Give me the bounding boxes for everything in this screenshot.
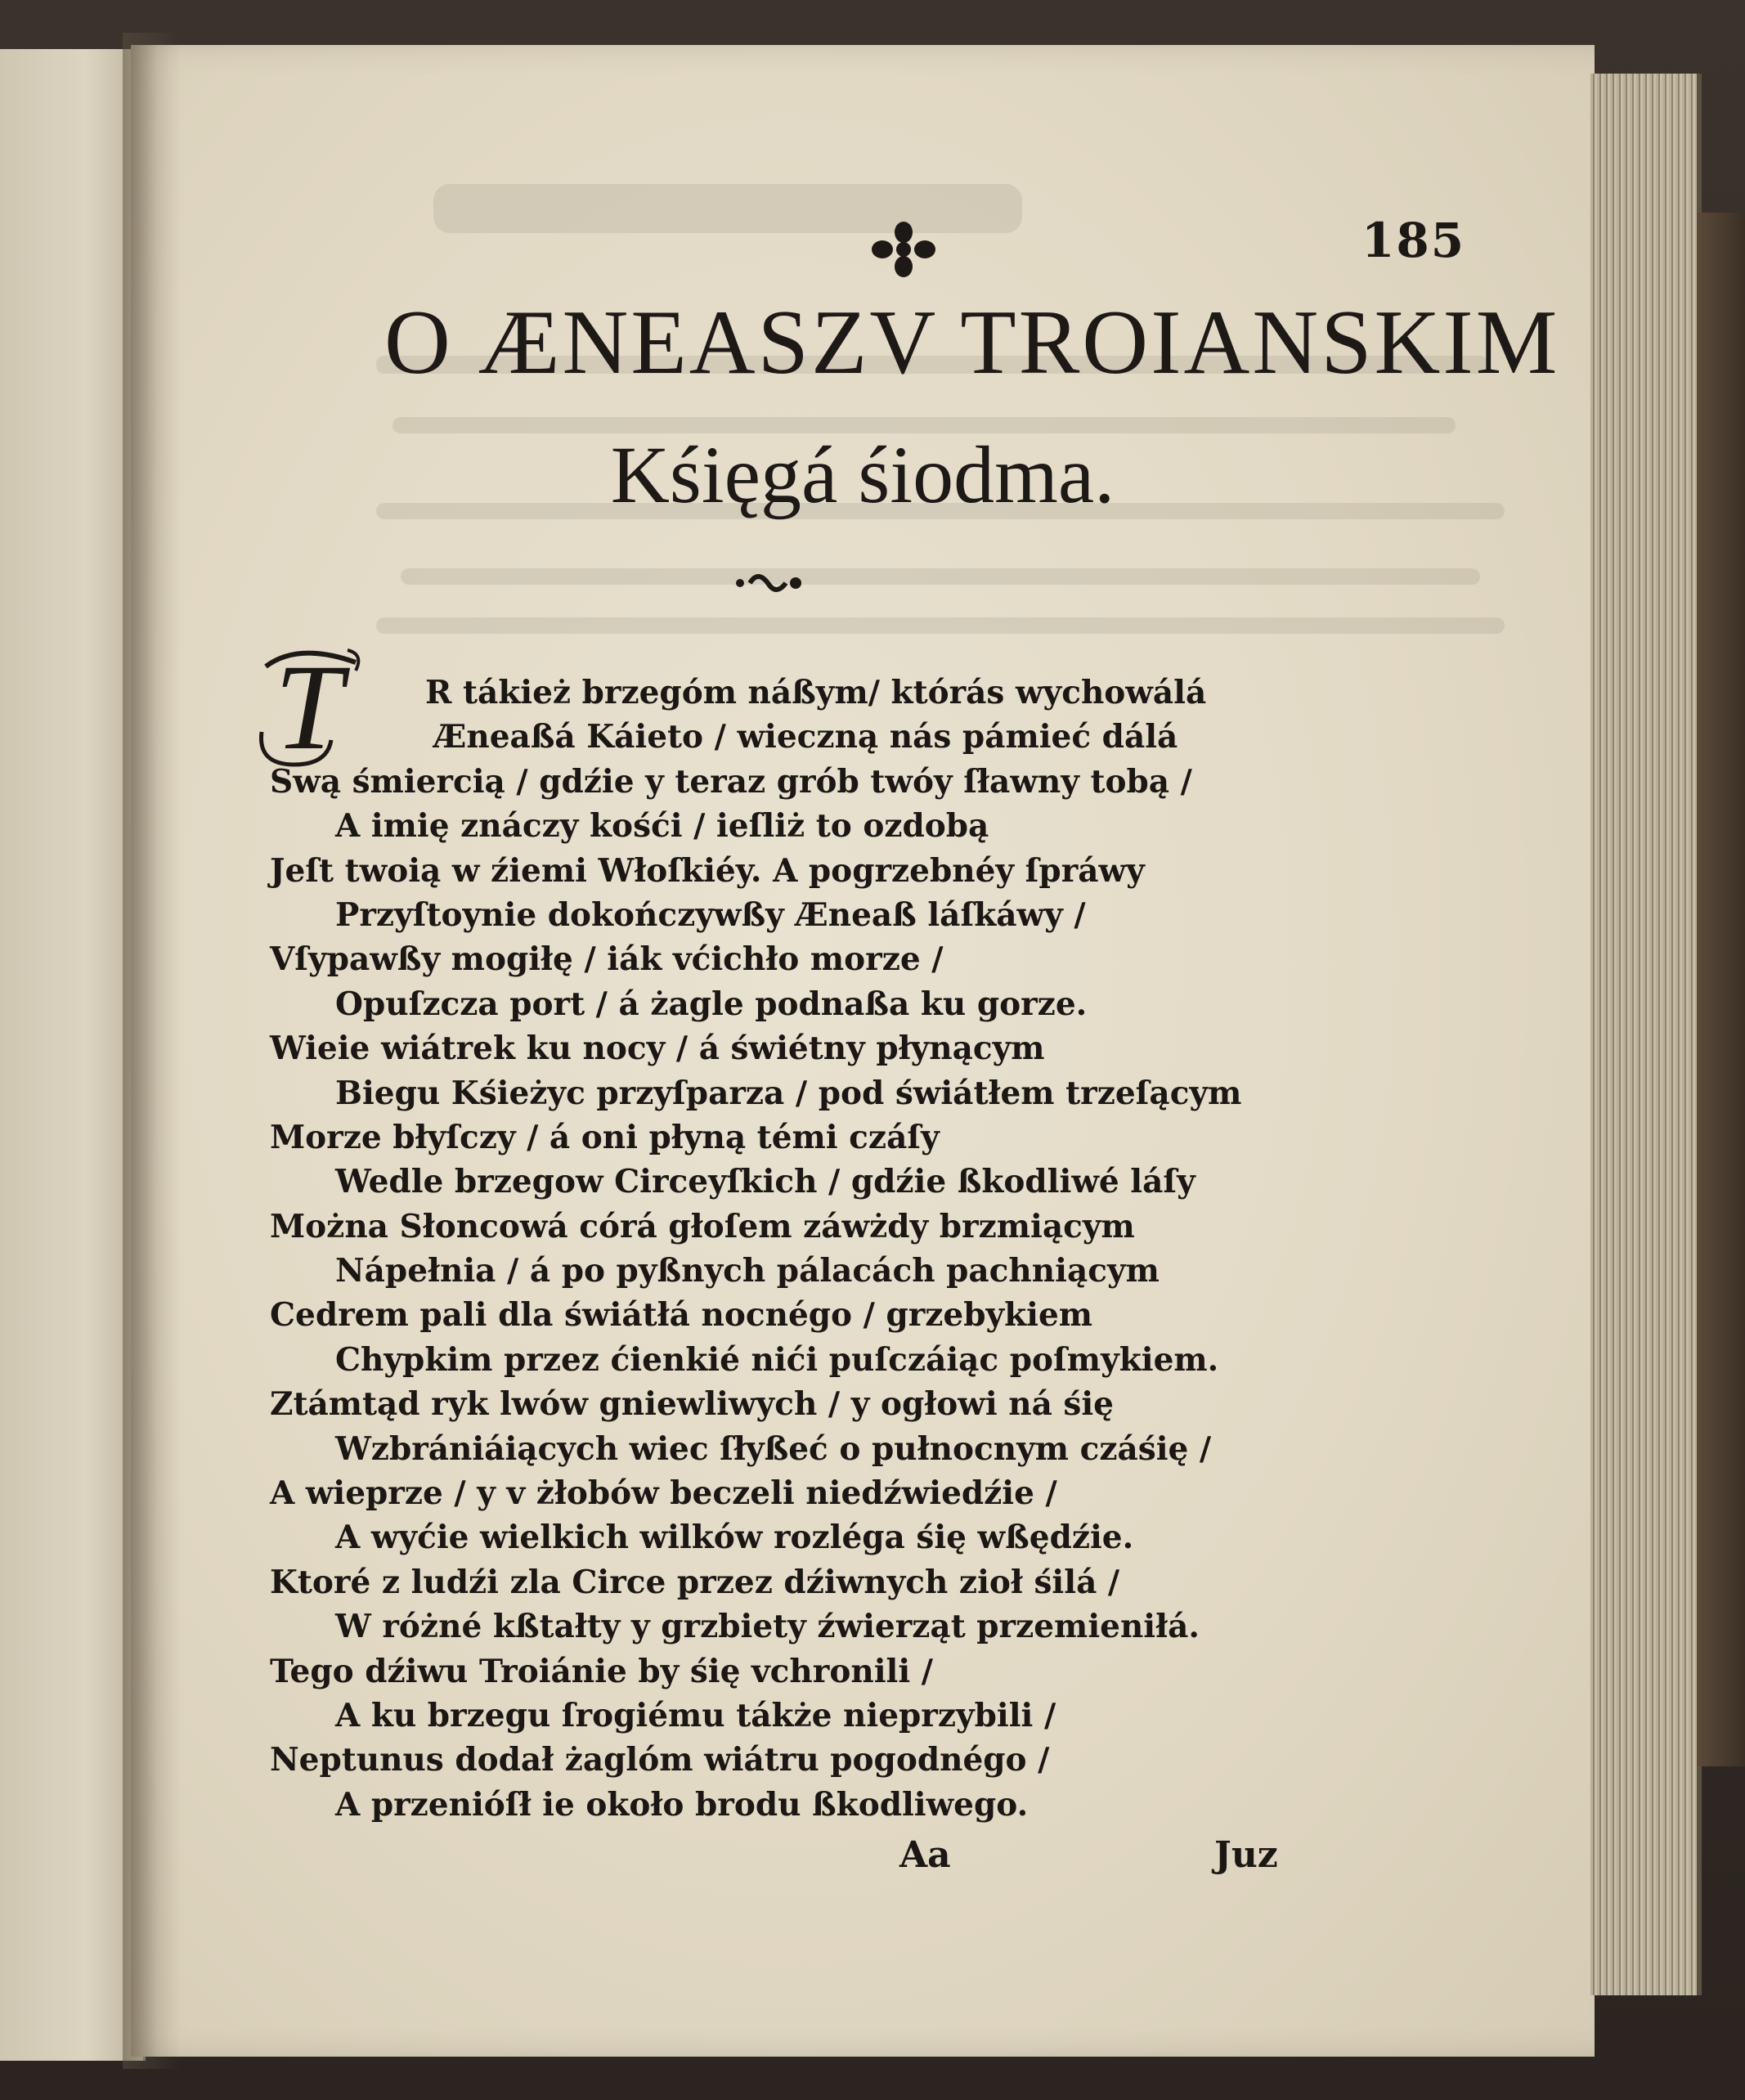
verse-line: Wzbrániáiących wiec ſłyßeć o pułnocnym czáśię / [335,1429,1212,1468]
verse-line: Ztámtąd ryk lwów gniewliwych / y ogłowi ná śię [270,1385,1114,1424]
fleuron-ornament-icon [871,221,936,278]
page-content [131,45,1595,2057]
verse-line: Vſypawßy mogiłę / iák vćichło morze / [270,940,944,979]
catchword: Juz [1214,1834,1278,1876]
verse-line: Opuſzcza port / á żagle podnaßa ku gorze. [335,985,1088,1023]
verse-line: Swą śmiercią / gdźie y teraz grób twóy ſławny tobą / [270,762,1192,801]
page-title: O ÆNEASZV TROIANSKIM [384,292,1560,393]
book-cover-edge [1697,213,1745,1766]
drop-cap-initial: T [274,639,343,775]
verse-line: Wieie wiátrek ku nocy / á świétny płynącym [270,1030,1045,1068]
verse-text [270,671,1333,1827]
page-number: 185 [1361,213,1466,268]
verse-line: Tego dźiwu Troiánie by śię vchronili / [270,1652,933,1690]
book-subtitle: Kśięgá śiodma. [610,429,1115,520]
verse-line: A imię znáczy kośći / ieſliż to ozdobą [335,807,989,846]
signature-mark: Aa [899,1834,951,1876]
divider-ornament-icon [732,567,805,599]
verse-line: Cedrem pali dla świátłá nocnégo / grzebykiem [270,1296,1093,1335]
verse-line: A ku brzegu ſrogiému tákże nieprzybili / [335,1696,1056,1734]
verse-line: A wyćie wielkich wilków rozléga śię wßędźie. [335,1519,1134,1557]
verse-line: Neptunus dodał żaglóm wiátru pogodnégo / [270,1741,1050,1779]
verse-line: Można Słoncowá córá głoſem záwżdy brzmiącym [270,1207,1135,1245]
verse-line: Æneaßá Káieto / wieczną nás pámieć dálá [433,718,1178,756]
verse-line: R tákież brzegóm náßym/ którás wychowálá [425,674,1207,711]
verse-line: A przenióſł ie około brodu ßkodliwego. [335,1785,1029,1824]
verse-line: Morze błyſczy / á oni płyną témi czáſy [270,1118,940,1156]
page-stack-edges [1590,74,1702,1995]
verse-line: Wedle brzegow Circeyſkich / gdźie ßkodliwé láſy [335,1163,1195,1201]
verse-line: Biegu Kśieżyc przyſparza / pod świátłem trzeſącym [335,1074,1242,1112]
verse-line: Nápełnia / á po pyßnych pálacách pachniącym [335,1252,1160,1290]
verse-line: A wieprze / y v żłobów beczeli niedźwiedźie / [270,1474,1057,1513]
verse-line: Jeſt twoią w źiemi Włoſkiéy. A pogrzebnéy ſpráwy [270,851,1145,890]
verse-line: Chypkim przez ćienkié nići puſczáiąc poſmykiem. [335,1340,1219,1379]
verse-line: Przyſtoynie dokończywßy Æneaß láſkáwy / [335,895,1086,934]
verse-line: W różné kßtałty y grzbiety źwierząt przemieniłá. [335,1608,1200,1646]
verse-line: Ktoré z ludźi zla Circe przez dźiwnych zioł śilá / [270,1563,1120,1601]
